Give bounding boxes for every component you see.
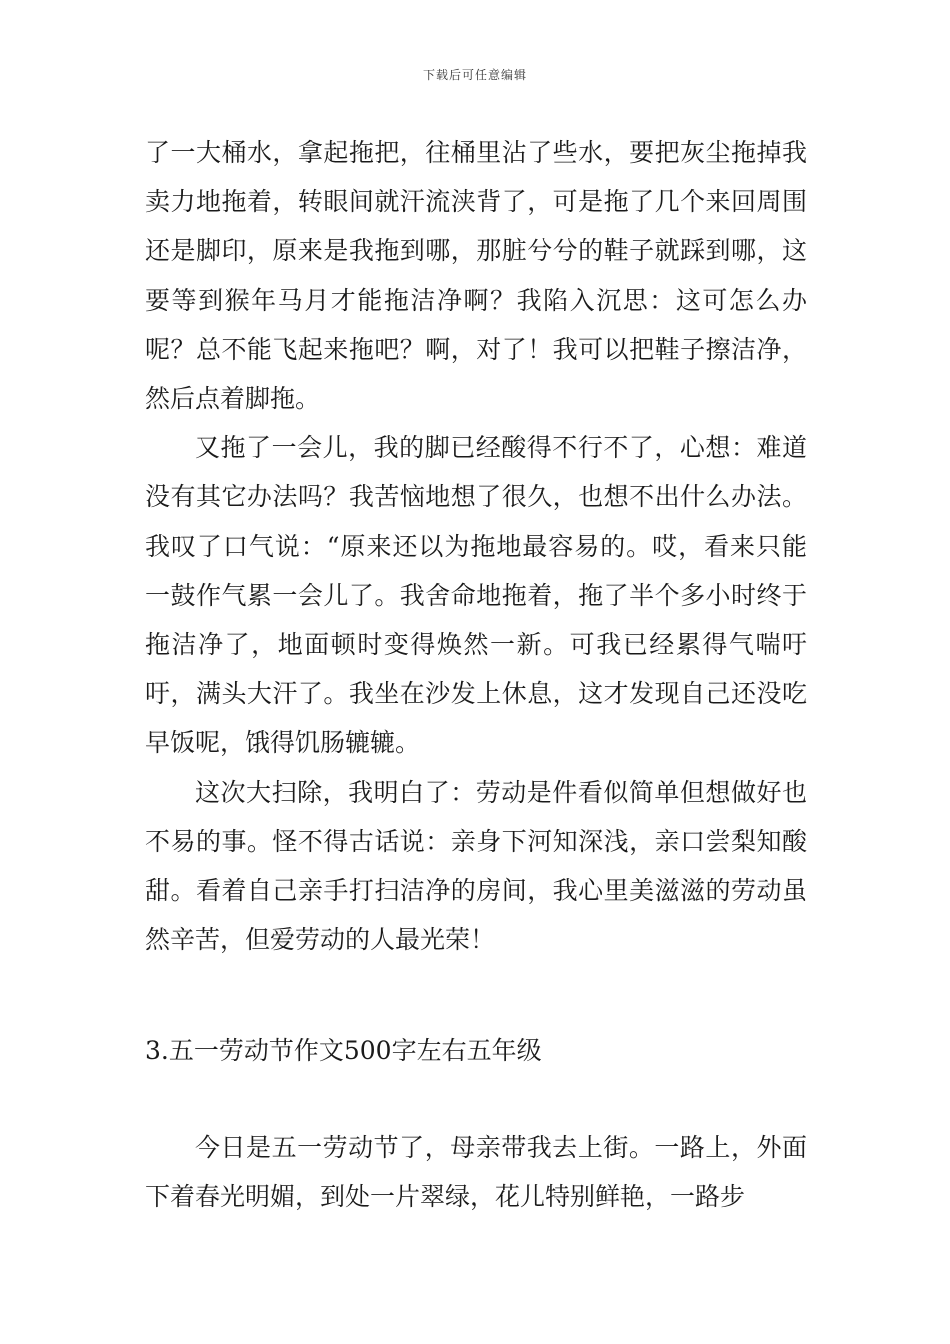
paragraph: 今日是五一劳动节了，母亲带我去上街。一路上，外面下着春光明媚，到处一片翠绿，花儿特别鲜艳，一路步 — [145, 1133, 807, 1212]
paragraph: 这次大扫除，我明白了：劳动是件看似简单但想做好也不易的事。怪不得古话说：亲身下河知深浅，亲口尝梨知酸甜。看着自己亲手打扫洁净的房间，我心里美滋滋的劳动虽然辛苦，但爱劳动的人最光荣！ — [145, 777, 807, 955]
paragraph-continuation: 了一大桶水，拿起拖把，往桶里沾了些水，要把灰尘拖掉我卖力地拖着，转眼间就汗流浃背了，可是拖了几个来回周围还是脚印，原来是我拖到哪，那脏兮兮的鞋子就踩到哪，这要等到猴年马月才能拖洁净啊？我陷入沉思：这可怎么办呢？总不能飞起来拖吧？啊，对了！我可以把鞋子擦洁净，然后点着脚拖。 — [145, 138, 807, 414]
section-2-body — [145, 1123, 807, 1221]
paragraph: 又拖了一会儿，我的脚已经酸得不行不了，心想：难道没有其它办法吗？我苦恼地想了很久，也想不出什么办法。我叹了口气说：“原来还以为拖地最容易的。哎，看来只能一鼓作气累一会儿了。我舍命地拖着，拖了半个多小时终于拖洁净了，地面顿时变得焕然一新。可我已经累得气喘吁吁，满头大汗了。我坐在沙发上休息，这才发现自己还没吃早饭呢，饿得饥肠辘辘。 — [145, 433, 807, 758]
page-header: 下载后可任意编辑 — [422, 68, 527, 82]
section-1-body — [145, 128, 807, 964]
section-heading: 3.五一劳动节作文500字左右五年级 — [145, 1036, 542, 1065]
